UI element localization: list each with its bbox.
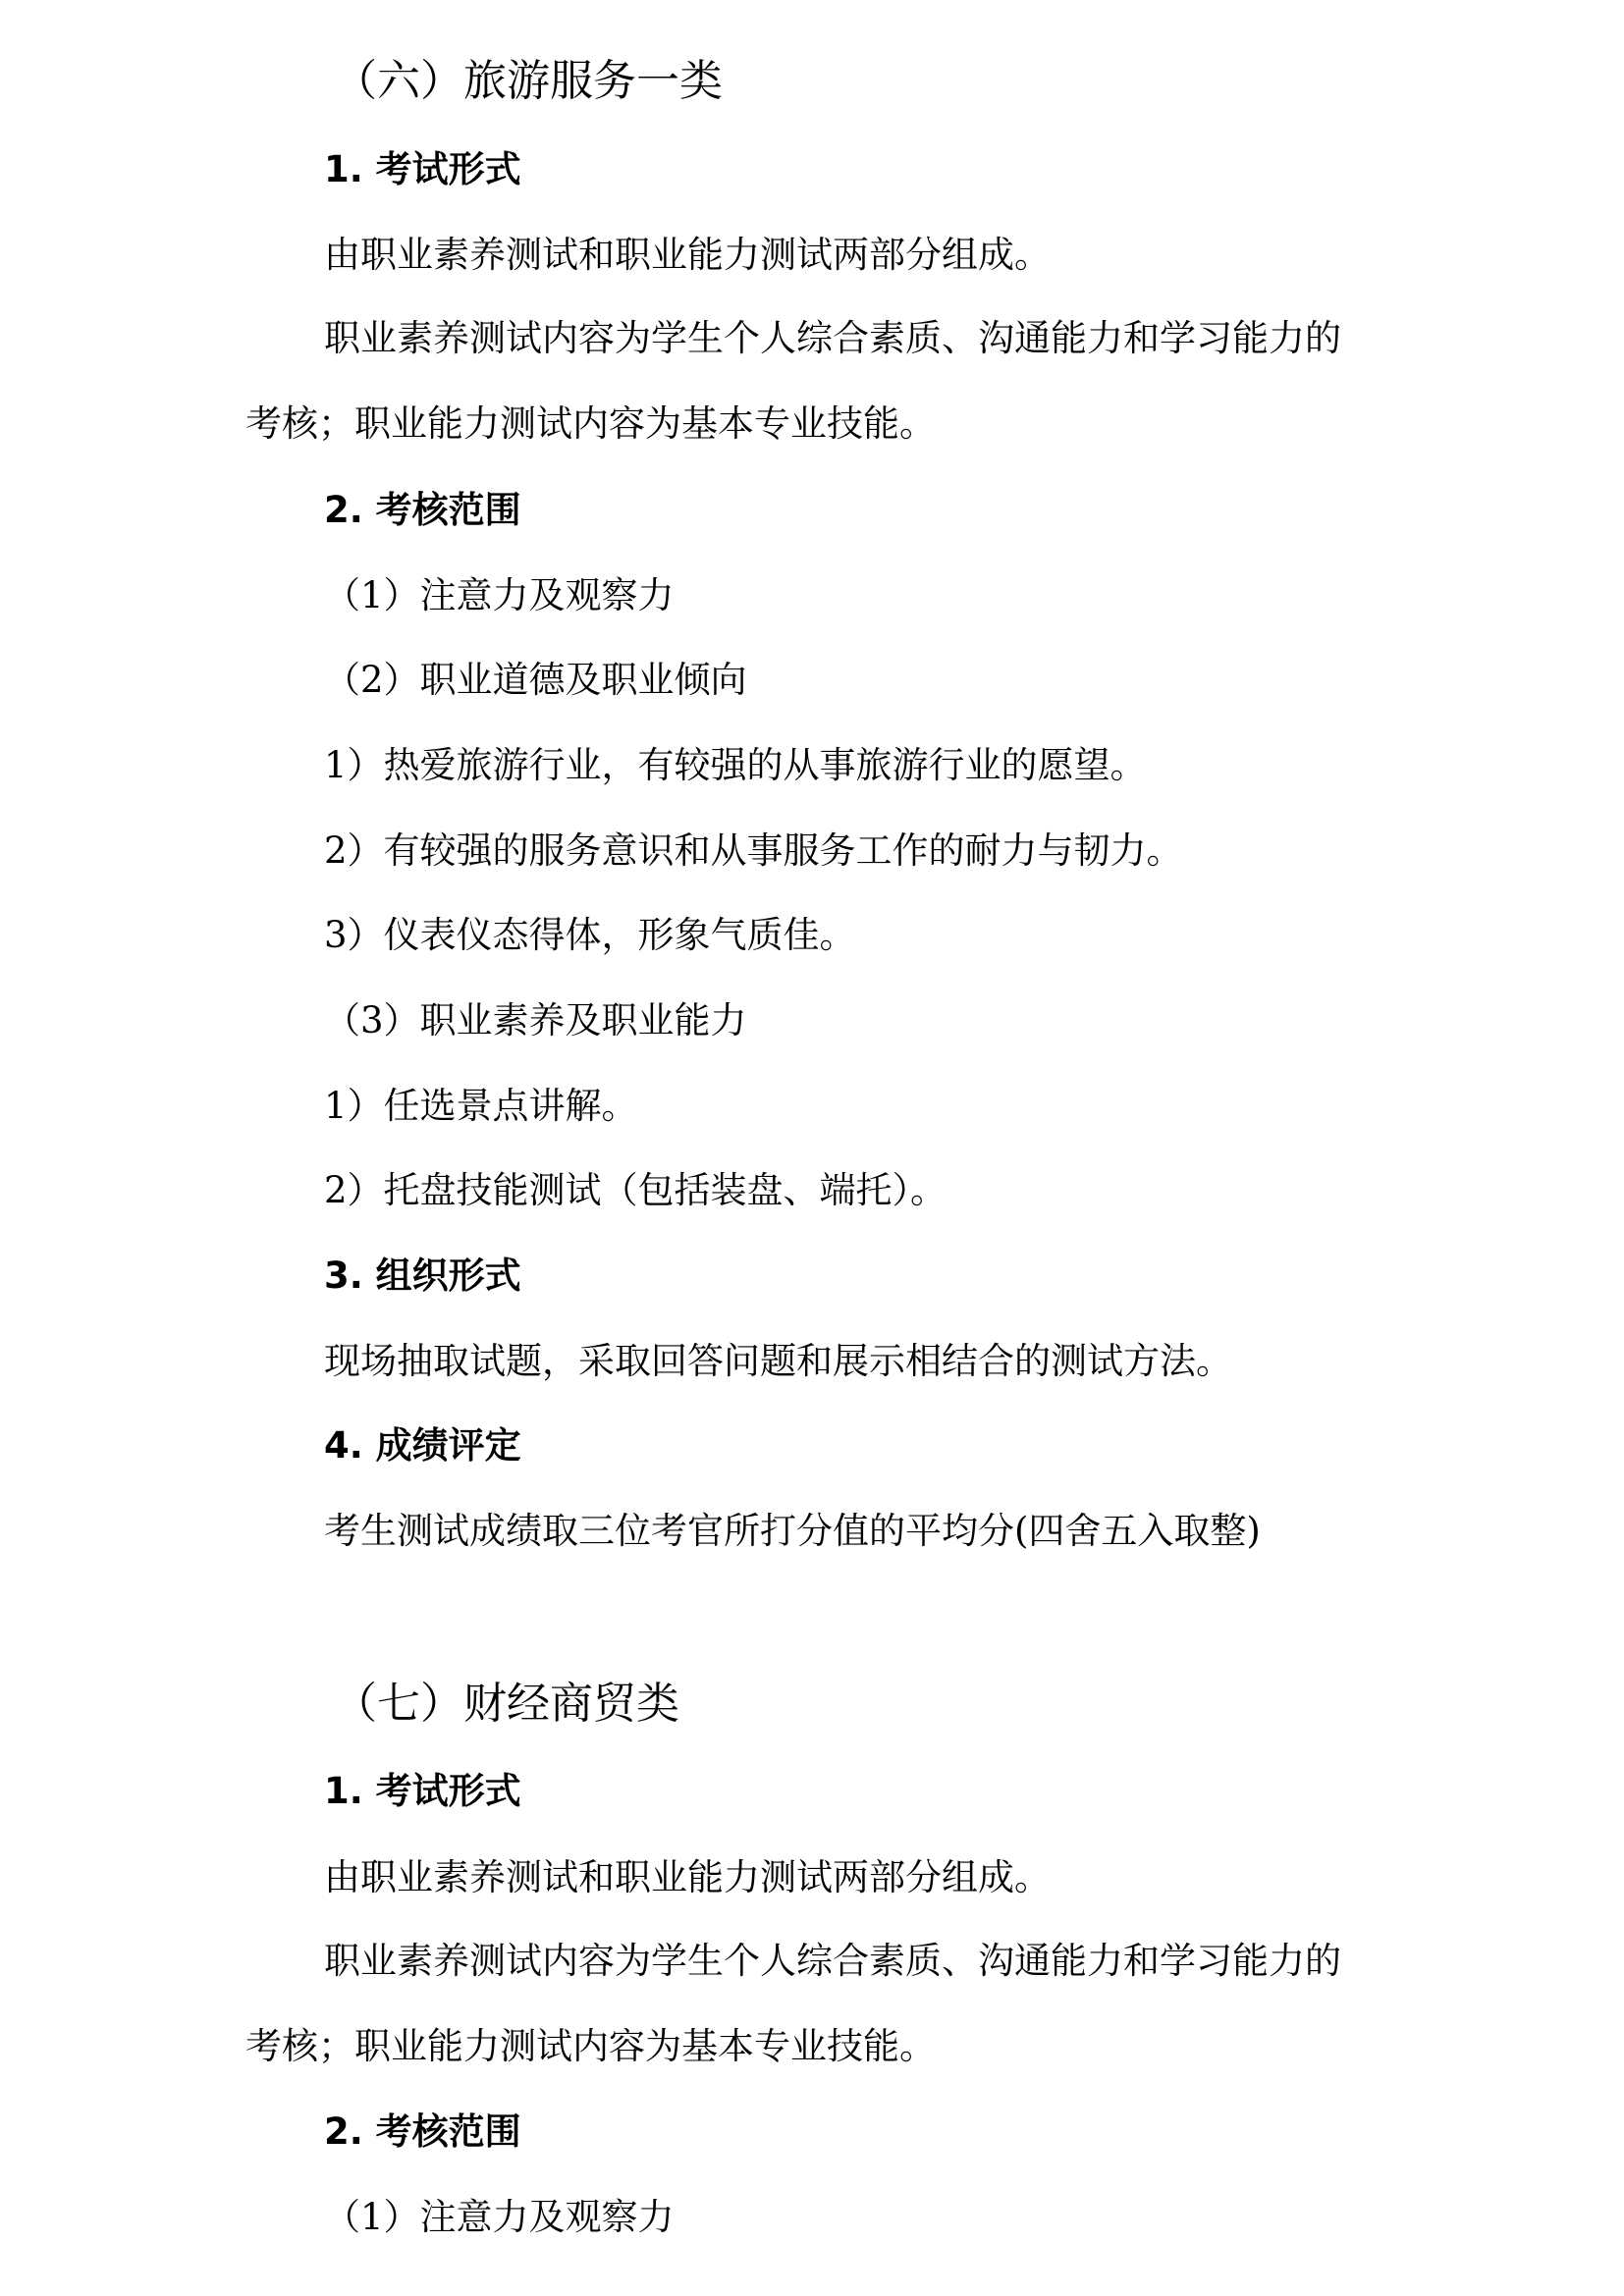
scope-item: 1）任选景点讲解。 bbox=[324, 1085, 638, 1127]
exam-form-heading-6: 1. 考试形式 bbox=[324, 148, 521, 190]
section-title-6: （六）旅游服务一类 bbox=[334, 56, 723, 106]
scope-heading-7: 2. 考核范围 bbox=[324, 2110, 521, 2153]
exam-form-heading-7: 1. 考试形式 bbox=[324, 1770, 521, 1812]
org-heading-6: 3. 组织形式 bbox=[324, 1255, 521, 1297]
section-title-7: （七）财经商贸类 bbox=[334, 1679, 679, 1729]
exam-form-paragraph-7b-line2: 考核；职业能力测试内容为基本专业技能。 bbox=[245, 2025, 936, 2067]
scope-item: 2）托盘技能测试（包括装盘、端托）。 bbox=[324, 1169, 947, 1211]
scope-item: 1）热爱旅游行业，有较强的从事旅游行业的愿望。 bbox=[324, 744, 1147, 786]
scope-item: 2）有较强的服务意识和从事服务工作的耐力与韧力。 bbox=[324, 829, 1183, 872]
org-text-6: 现场抽取试题，采取回答问题和展示相结合的测试方法。 bbox=[324, 1340, 1232, 1382]
scope-heading-6: 2. 考核范围 bbox=[324, 489, 521, 531]
exam-form-paragraph-7: 由职业素养测试和职业能力测试两部分组成。 bbox=[324, 1856, 1051, 1898]
exam-form-paragraph-6b-line1: 职业素养测试内容为学生个人综合素质、沟通能力和学习能力的 bbox=[324, 317, 1341, 359]
scope-item: （2）职业道德及职业倾向 bbox=[324, 659, 747, 701]
scope-item: （1）注意力及观察力 bbox=[324, 574, 675, 616]
scope-item: （3）职业素养及职业能力 bbox=[324, 999, 747, 1041]
exam-form-paragraph-6b-line2: 考核；职业能力测试内容为基本专业技能。 bbox=[245, 402, 936, 445]
scope-item: （1）注意力及观察力 bbox=[324, 2196, 675, 2238]
scope-item: 3）仪表仪态得体，形象气质佳。 bbox=[324, 914, 856, 956]
exam-form-paragraph-6: 由职业素养测试和职业能力测试两部分组成。 bbox=[324, 234, 1051, 276]
grade-heading-6: 4. 成绩评定 bbox=[324, 1424, 521, 1467]
exam-form-paragraph-7b-line1: 职业素养测试内容为学生个人综合素质、沟通能力和学习能力的 bbox=[324, 1940, 1341, 1982]
grade-text-6: 考生测试成绩取三位考官所打分值的平均分(四舍五入取整) bbox=[324, 1510, 1261, 1552]
